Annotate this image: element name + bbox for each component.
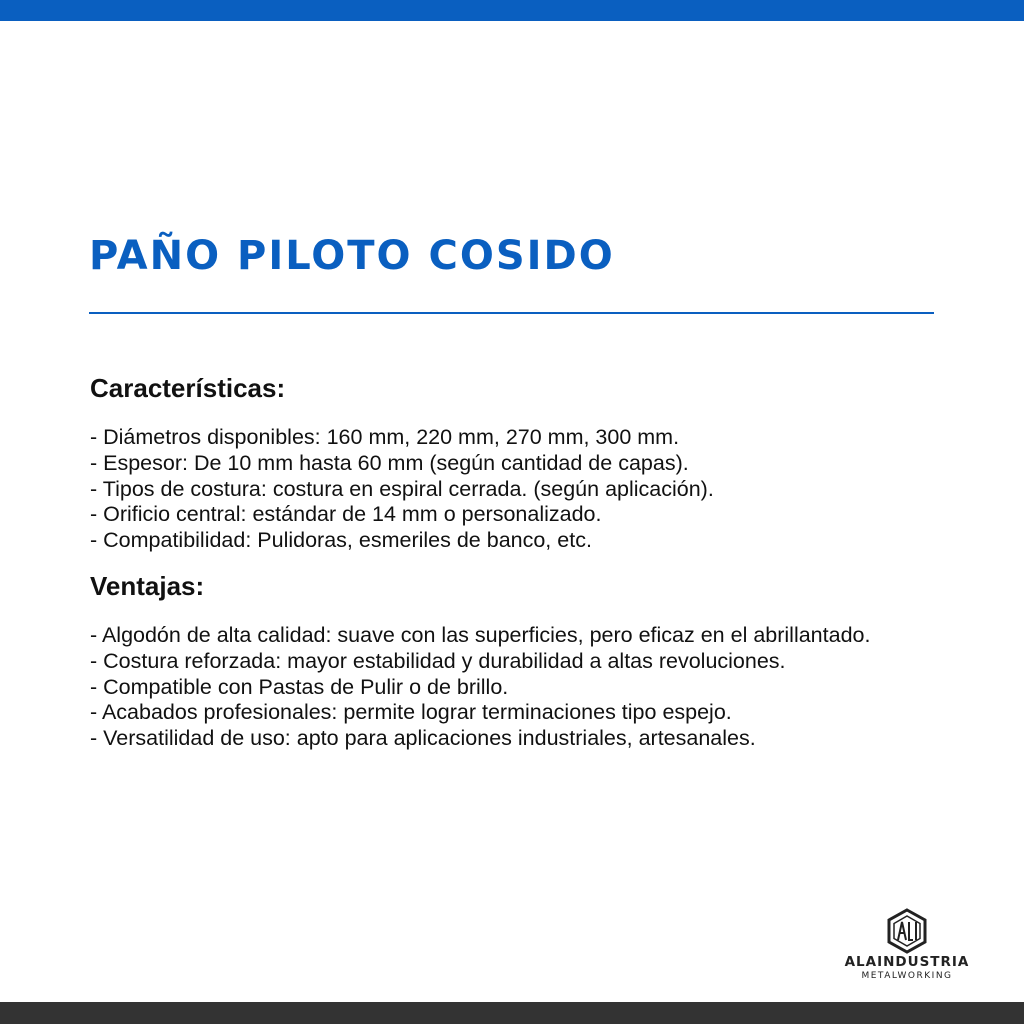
list-item: - Compatible con Pastas de Pulir o de brillo.: [90, 674, 509, 699]
top-accent-bar: [0, 0, 1024, 21]
list-item: - Compatibilidad: Pulidoras, esmeriles de banco, etc.: [90, 528, 592, 553]
features-list: [90, 425, 714, 554]
list-item: - Espesor: De 10 mm hasta 60 mm (según cantidad de capas).: [90, 450, 689, 475]
brand-name: ALAINDUSTRIA: [844, 954, 970, 970]
list-item: - Costura reforzada: mayor estabilidad y durabilidad a altas revoluciones.: [90, 648, 786, 673]
bottom-bar: [0, 1002, 1024, 1024]
ali-hexagon-logo-icon: [885, 908, 929, 954]
list-item: - Acabados profesionales: permite lograr terminaciones tipo espejo.: [90, 700, 732, 725]
advantages-heading: Ventajas:: [90, 571, 205, 601]
brand-logo: [822, 908, 992, 984]
list-item: - Versatilidad de uso: apto para aplicaciones industriales, artesanales.: [90, 726, 756, 751]
brand-tagline: METALWORKING: [861, 971, 953, 981]
list-item: - Diámetros disponibles: 160 mm, 220 mm, 270 mm, 300 mm.: [90, 425, 680, 449]
features-heading: Características:: [90, 373, 286, 403]
page-title: PAÑO PILOTO COSIDO: [89, 233, 615, 279]
list-item: - Algodón de alta calidad: suave con las superficies, pero eficaz en el abrillantado.: [90, 623, 871, 647]
list-item: - Orificio central: estándar de 14 mm o personalizado.: [90, 502, 602, 527]
advantages-list: [90, 623, 870, 752]
list-item: - Tipos de costura: costura en espiral cerrada. (según aplicación).: [90, 476, 714, 501]
title-divider: [89, 312, 934, 314]
